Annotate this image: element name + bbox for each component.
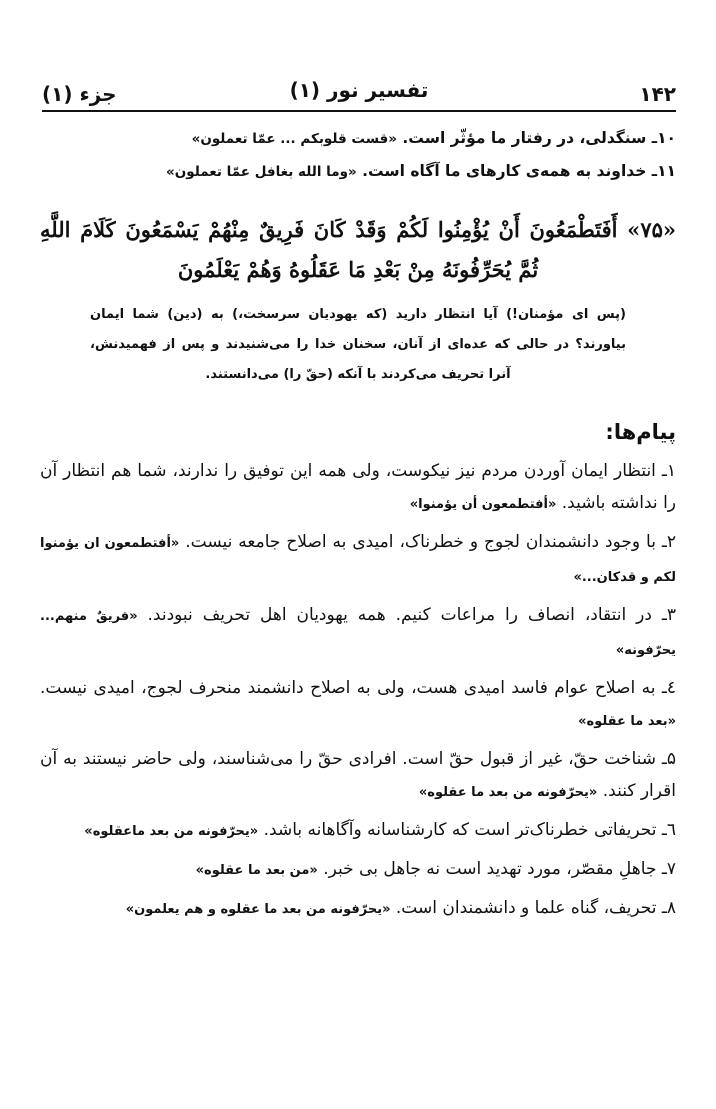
verse-reference: «یحرّفونه من بعد ما عقلوه و هم یعلمون» (125, 902, 391, 917)
list-item (40, 155, 676, 188)
point-text: ۱ـ انتظار ایمان آوردن مردم نیز نیکوست، ولی همه این توفیق را ندارند، شما هم انتظار آن را نداشته باشید. (40, 461, 676, 513)
point-text: ۸ـ تحریف، گناه علما و دانشمندان است. (395, 898, 676, 918)
verse-translation: (پس ای مؤمنان!) آیا انتظار دارید (که یهودیان سرسخت،) به (دین) شما ایمان بیاورند؟ در حالی که عده‌ای از آنان، سخنان خدا را می‌شنیدند و پس از فهمیدنش، آنرا تحریف می‌کردند با آنکه (حقّ را) می‌دانستند. (90, 307, 626, 382)
volume-label: جزء (۱) (42, 82, 117, 106)
point-text: ۱۰ـ سنگدلی، در رفتار ما مؤثّر است. (402, 129, 676, 147)
verse-reference: «فریقٌ منهم... یحرّفونه» (40, 609, 676, 658)
list-item (40, 672, 676, 738)
verse-reference: «وما الله بغافل عمّا تعملون» (166, 164, 357, 180)
list-item (40, 455, 676, 521)
messages-list (40, 455, 676, 931)
verse-reference: «یحرّفونه من بعد ما عقلوه» (418, 785, 598, 800)
verse-reference: «قست قلوبکم ... عمّا تعملون» (191, 131, 397, 147)
verse-reference: «من بعد ما عقلوه» (195, 863, 318, 878)
list-item (40, 599, 676, 667)
point-text: ۲ـ با وجود دانشمندان لجوج و خطرناک، امیدی به اصلاح جامعه نیست. (185, 532, 676, 552)
point-text: ۵ـ شناخت حقّ، غیر از قبول حقّ است. افرادی حقّ را می‌شناسند، ولی حاضر نیستند به آن اقرار کنند. (40, 749, 676, 801)
list-item (40, 743, 676, 809)
verse-open-bracket: « (662, 217, 676, 242)
point-text: ٤ـ به اصلاح عوام فاسد امیدی هست، ولی به اصلاح دانشمند منحرف لجوج، امیدی نیست. (40, 678, 676, 698)
list-item (40, 814, 676, 848)
verse-number: ۷۵ (640, 217, 663, 242)
messages-title: پیام‌ها: (605, 420, 676, 444)
list-item (40, 122, 676, 155)
previous-points (40, 122, 676, 188)
page-header (42, 74, 676, 112)
verse-reference: «أفتطمعون ان یؤمنوا لکم و قدکان...» (40, 536, 676, 585)
book-title: تفسیر نور (۱) (289, 78, 429, 102)
verse-reference: «أفتطمعون أن یؤمنوا» (409, 497, 557, 512)
verse-reference: «بعد ما عقلوه» (578, 714, 676, 729)
point-text: ٦ـ تحریفاتی خطرناک‌تر است که کارشناسانه وآگاهانه باشد. (263, 820, 676, 840)
quran-verse (40, 210, 676, 290)
verse-close-bracket: » (617, 217, 641, 242)
list-item (40, 853, 676, 887)
point-text: ۷ـ جاهلِ مقصّر، مورد تهدید است نه جاهل بی خبر. (323, 859, 676, 879)
verse-reference: «یحرّفونه من بعد ماعقلوه» (84, 824, 259, 839)
point-text: ۳ـ در انتقاد، انصاف را مراعات کنیم. همه یهودیان اهل تحریف نبودند. (147, 605, 676, 625)
list-item (40, 526, 676, 594)
verse-text: أَفَتَطْمَعُونَ أَنْ يُؤْمِنُوا لَكُمْ وَقَدْ كَانَ فَرِيقٌ مِنْهُمْ يَسْمَعُونَ كَلَامَ اللَّهِ ثُمَّ يُحَرِّفُونَهُ مِنْ بَعْدِ مَا عَقَلُوهُ وَهُمْ يَعْلَمُونَ (40, 217, 618, 282)
page-number: ۱۴۲ (639, 82, 676, 106)
list-item (40, 892, 676, 926)
point-text: ۱۱ـ خداوند به همه‌ی کارهای ما آگاه است. (362, 162, 676, 180)
